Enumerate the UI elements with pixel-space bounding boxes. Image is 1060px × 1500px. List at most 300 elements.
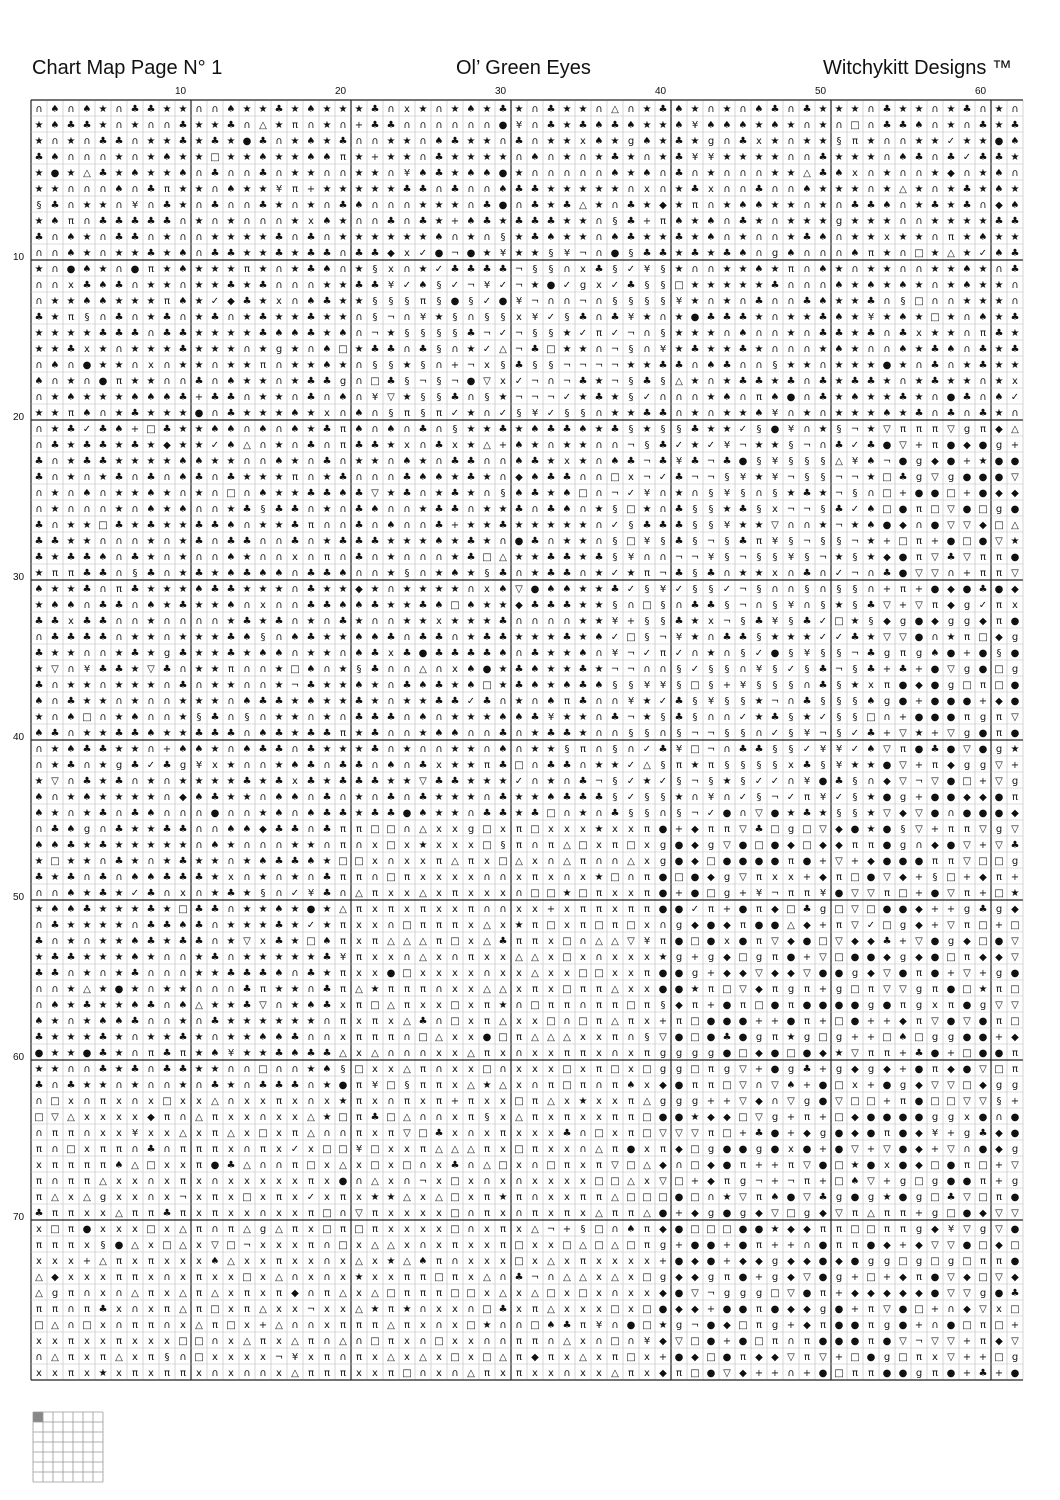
svg-text:◆: ◆ <box>723 920 731 931</box>
svg-text:★: ★ <box>867 392 876 403</box>
svg-text:x: x <box>324 1304 330 1315</box>
svg-text:¬: ¬ <box>691 776 699 787</box>
svg-text:♣: ♣ <box>803 232 812 243</box>
svg-text:★: ★ <box>915 184 924 195</box>
svg-text:♠: ♠ <box>643 136 652 147</box>
svg-text:▽: ▽ <box>963 840 971 851</box>
svg-text:♣: ♣ <box>675 232 684 243</box>
svg-text:★: ★ <box>467 568 476 579</box>
svg-text:△: △ <box>51 1192 59 1203</box>
svg-text:∩: ∩ <box>339 520 346 531</box>
svg-text:§: § <box>933 872 938 883</box>
svg-text:★: ★ <box>147 840 156 851</box>
svg-text:●: ● <box>1011 968 1020 979</box>
svg-text:♣: ♣ <box>947 152 956 163</box>
svg-text:□: □ <box>450 1016 459 1027</box>
svg-text:♣: ♣ <box>371 648 380 659</box>
svg-text:♣: ♣ <box>1011 312 1020 323</box>
svg-text:¬: ¬ <box>851 536 859 547</box>
svg-text:♣: ♣ <box>835 328 844 339</box>
svg-text:★: ★ <box>355 152 364 163</box>
svg-text:□: □ <box>690 1224 699 1235</box>
svg-text:★: ★ <box>611 184 620 195</box>
svg-text:∩: ∩ <box>83 136 90 147</box>
svg-text:π: π <box>452 1240 458 1251</box>
svg-text:π: π <box>52 1304 58 1315</box>
svg-text:∩: ∩ <box>867 344 874 355</box>
svg-text:♠: ♠ <box>339 600 348 611</box>
svg-text:g: g <box>836 1032 842 1043</box>
svg-text:★: ★ <box>147 584 156 595</box>
svg-text:★: ★ <box>51 392 60 403</box>
svg-text:△: △ <box>515 1112 523 1123</box>
svg-text:π: π <box>644 904 650 915</box>
svg-text:∩: ∩ <box>211 472 218 483</box>
svg-text:π: π <box>580 1320 586 1331</box>
svg-text:★: ★ <box>483 776 492 787</box>
svg-text:●: ● <box>83 1048 92 1059</box>
svg-text:¬: ¬ <box>419 1176 427 1187</box>
svg-text:★: ★ <box>131 792 140 803</box>
svg-text:∩: ∩ <box>115 264 122 275</box>
svg-text:+: + <box>899 600 907 611</box>
svg-text:∩: ∩ <box>595 696 602 707</box>
svg-text:★: ★ <box>115 504 124 515</box>
svg-text:♣: ♣ <box>355 760 364 771</box>
svg-text:∩: ∩ <box>339 120 346 131</box>
svg-text:§: § <box>645 280 650 291</box>
svg-text:x: x <box>132 1112 138 1123</box>
svg-text:♠: ♠ <box>835 168 844 179</box>
svg-text:x: x <box>580 1208 586 1219</box>
svg-text:x: x <box>580 1336 586 1347</box>
svg-text:◆: ◆ <box>931 840 939 851</box>
svg-text:◆: ◆ <box>659 1288 667 1299</box>
svg-text:★: ★ <box>51 744 60 755</box>
svg-text:§: § <box>501 232 506 243</box>
svg-text:★: ★ <box>419 840 428 851</box>
svg-text:♠: ♠ <box>131 952 140 963</box>
svg-text:★: ★ <box>755 120 764 131</box>
svg-text:★: ★ <box>163 136 172 147</box>
svg-text:¥: ¥ <box>356 1144 362 1155</box>
svg-text:♣: ♣ <box>83 616 92 627</box>
svg-text:♠: ♠ <box>51 120 60 131</box>
svg-text:π: π <box>340 728 346 739</box>
svg-text:♣: ♣ <box>1011 120 1020 131</box>
svg-text:x: x <box>436 1160 442 1171</box>
svg-text:∩: ∩ <box>275 600 282 611</box>
svg-text:◆: ◆ <box>819 872 827 883</box>
svg-text:x: x <box>484 856 490 867</box>
svg-text:□: □ <box>914 1304 923 1315</box>
svg-text:★: ★ <box>131 456 140 467</box>
svg-text:★: ★ <box>291 1000 300 1011</box>
svg-text:◆: ◆ <box>995 952 1003 963</box>
svg-text:✓: ✓ <box>675 648 683 659</box>
svg-text:□: □ <box>594 968 603 979</box>
svg-text:¥: ¥ <box>756 888 762 899</box>
svg-text:♠: ♠ <box>611 168 620 179</box>
svg-text:●: ● <box>67 264 76 275</box>
svg-text:●: ● <box>851 1192 860 1203</box>
svg-text:x: x <box>404 840 410 851</box>
svg-text:★: ★ <box>291 728 300 739</box>
svg-text:△: △ <box>531 968 539 979</box>
svg-text:π: π <box>532 936 538 947</box>
svg-text:x: x <box>324 1160 330 1171</box>
svg-text:★: ★ <box>707 280 716 291</box>
svg-text:x: x <box>260 1288 266 1299</box>
svg-text:§: § <box>661 264 666 275</box>
svg-text:★: ★ <box>67 472 76 483</box>
svg-text:★: ★ <box>403 744 412 755</box>
svg-text:□: □ <box>354 1224 363 1235</box>
svg-text:★: ★ <box>515 792 524 803</box>
svg-text:x: x <box>356 968 362 979</box>
svg-text:♣: ♣ <box>275 504 284 515</box>
svg-text:∩: ∩ <box>275 536 282 547</box>
svg-text:∩: ∩ <box>579 152 586 163</box>
svg-text:△: △ <box>387 1320 395 1331</box>
svg-text:∩: ∩ <box>211 1368 218 1379</box>
svg-text:π: π <box>356 1320 362 1331</box>
svg-text:∩: ∩ <box>643 664 650 675</box>
svg-text:★: ★ <box>963 296 972 307</box>
svg-text:∩: ∩ <box>339 264 346 275</box>
svg-text:♣: ♣ <box>739 504 748 515</box>
svg-text:π: π <box>820 1288 826 1299</box>
svg-text:+: + <box>995 1368 1003 1379</box>
svg-text:∩: ∩ <box>371 616 378 627</box>
svg-text:π: π <box>852 1240 858 1251</box>
svg-text:π: π <box>196 1160 202 1171</box>
svg-text:∩: ∩ <box>435 1320 442 1331</box>
svg-text:x: x <box>356 1288 362 1299</box>
svg-text:∩: ∩ <box>867 584 874 595</box>
svg-text:✓: ✓ <box>691 904 699 915</box>
svg-text:x: x <box>532 1368 538 1379</box>
svg-text:□: □ <box>690 1032 699 1043</box>
svg-text:∩: ∩ <box>403 728 410 739</box>
svg-text:◆: ◆ <box>947 760 955 771</box>
svg-text:g: g <box>676 1064 682 1075</box>
svg-text:π: π <box>564 696 570 707</box>
svg-text:x: x <box>340 1032 346 1043</box>
svg-text:x: x <box>484 1224 490 1235</box>
svg-text:∩: ∩ <box>195 168 202 179</box>
svg-text:♠: ♠ <box>803 184 812 195</box>
svg-text:♣: ♣ <box>531 344 540 355</box>
svg-text:△: △ <box>211 1096 219 1107</box>
svg-text:π: π <box>916 424 922 435</box>
svg-text:★: ★ <box>243 184 252 195</box>
svg-text:π: π <box>756 872 762 883</box>
svg-text:♠: ♠ <box>275 904 284 915</box>
svg-text:▽: ▽ <box>963 552 971 563</box>
svg-text:♣: ♣ <box>419 184 428 195</box>
svg-text:x: x <box>36 1224 42 1235</box>
svg-text:x: x <box>548 968 554 979</box>
svg-text:□: □ <box>1010 984 1019 995</box>
svg-text:§: § <box>853 776 858 787</box>
svg-text:+: + <box>739 1128 747 1139</box>
svg-text:∩: ∩ <box>451 1368 458 1379</box>
svg-text:π: π <box>644 872 650 883</box>
svg-text:▽: ▽ <box>995 840 1003 851</box>
svg-text:★: ★ <box>947 328 956 339</box>
svg-text:□: □ <box>482 1304 491 1315</box>
svg-text:★: ★ <box>723 504 732 515</box>
svg-text:★: ★ <box>611 136 620 147</box>
svg-text:g: g <box>964 904 970 915</box>
svg-text:x: x <box>388 1224 394 1235</box>
svg-text:★: ★ <box>723 264 732 275</box>
svg-text:□: □ <box>578 840 587 851</box>
svg-text:π: π <box>484 1208 490 1219</box>
svg-text:✓: ✓ <box>755 648 763 659</box>
svg-text:▽: ▽ <box>755 968 763 979</box>
svg-text:★: ★ <box>851 328 860 339</box>
svg-text:π: π <box>340 424 346 435</box>
svg-text:♣: ♣ <box>435 632 444 643</box>
svg-text:x: x <box>500 1096 506 1107</box>
svg-text:★: ★ <box>355 744 364 755</box>
svg-text:♣: ♣ <box>371 344 380 355</box>
svg-text:x: x <box>596 1352 602 1363</box>
svg-text:§: § <box>757 760 762 771</box>
svg-text:★: ★ <box>147 456 156 467</box>
svg-text:¬: ¬ <box>483 328 491 339</box>
svg-text:π: π <box>996 552 1002 563</box>
svg-text:♠: ♠ <box>595 680 604 691</box>
svg-text:★: ★ <box>435 488 444 499</box>
svg-text:◆: ◆ <box>259 824 267 835</box>
svg-text:♣: ♣ <box>147 888 156 899</box>
svg-text:♠: ♠ <box>739 200 748 211</box>
svg-text:△: △ <box>35 1288 43 1299</box>
svg-text:★: ★ <box>851 616 860 627</box>
svg-text:x: x <box>228 1144 234 1155</box>
svg-text:★: ★ <box>227 936 236 947</box>
svg-text:♠: ♠ <box>227 184 236 195</box>
svg-text:π: π <box>772 1032 778 1043</box>
svg-text:∩: ∩ <box>531 840 538 851</box>
svg-text:♣: ♣ <box>739 536 748 547</box>
svg-text:g: g <box>788 1064 794 1075</box>
svg-text:★: ★ <box>515 424 524 435</box>
svg-text:∩: ∩ <box>403 664 410 675</box>
svg-text:●: ● <box>35 1048 44 1059</box>
svg-text:π: π <box>116 376 122 387</box>
svg-text:∩: ∩ <box>275 136 282 147</box>
svg-text:♠: ♠ <box>755 200 764 211</box>
svg-text:♣: ♣ <box>243 616 252 627</box>
svg-text:✓: ✓ <box>819 712 827 723</box>
svg-text:◆: ◆ <box>1011 584 1019 595</box>
svg-text:¬: ¬ <box>803 536 811 547</box>
svg-text:¬: ¬ <box>643 456 651 467</box>
svg-text:♠: ♠ <box>387 760 396 771</box>
svg-text:♠: ♠ <box>115 1160 124 1171</box>
svg-text:+: + <box>1011 760 1019 771</box>
svg-text:♣: ♣ <box>355 280 364 291</box>
svg-text:∩: ∩ <box>387 728 394 739</box>
svg-text:♠: ♠ <box>275 968 284 979</box>
svg-text:π: π <box>196 1288 202 1299</box>
svg-text:π: π <box>436 1256 442 1267</box>
svg-text:□: □ <box>226 488 235 499</box>
svg-text:□: □ <box>546 1016 555 1027</box>
svg-text:★: ★ <box>387 440 396 451</box>
svg-text:∩: ∩ <box>195 248 202 259</box>
svg-text:π: π <box>116 1272 122 1283</box>
svg-text:∩: ∩ <box>739 184 746 195</box>
svg-text:§: § <box>677 808 682 819</box>
svg-text:●: ● <box>899 696 908 707</box>
svg-text:g: g <box>660 1048 666 1059</box>
svg-text:★: ★ <box>323 648 332 659</box>
svg-text:∩: ∩ <box>915 264 922 275</box>
svg-text:∩: ∩ <box>595 312 602 323</box>
svg-text:●: ● <box>867 952 876 963</box>
svg-text:♣: ♣ <box>259 168 268 179</box>
svg-text:♣: ♣ <box>307 776 316 787</box>
svg-text:x: x <box>644 1016 650 1027</box>
svg-text:g: g <box>996 440 1002 451</box>
svg-text:x: x <box>356 1240 362 1251</box>
svg-text:¥: ¥ <box>84 664 90 675</box>
svg-text:∩: ∩ <box>787 696 794 707</box>
svg-text:●: ● <box>707 936 716 947</box>
svg-text:★: ★ <box>323 584 332 595</box>
svg-text:●: ● <box>739 1272 748 1283</box>
svg-text:x: x <box>164 1176 170 1187</box>
svg-text:★: ★ <box>451 616 460 627</box>
svg-text:♣: ♣ <box>739 312 748 323</box>
svg-text:π: π <box>964 1160 970 1171</box>
svg-text:★: ★ <box>355 184 364 195</box>
svg-text:♣: ♣ <box>1011 344 1020 355</box>
svg-text:△: △ <box>499 1352 507 1363</box>
svg-text:□: □ <box>642 1304 651 1315</box>
svg-text:★: ★ <box>947 120 956 131</box>
svg-text:★: ★ <box>35 1064 44 1075</box>
svg-text:∩: ∩ <box>259 440 266 451</box>
svg-text:▽: ▽ <box>787 1288 795 1299</box>
svg-text:●: ● <box>803 1000 812 1011</box>
svg-text:¬: ¬ <box>835 520 843 531</box>
svg-text:♣: ♣ <box>963 184 972 195</box>
svg-text:♠: ♠ <box>675 120 684 131</box>
svg-text:∩: ∩ <box>67 808 74 819</box>
svg-text:♣: ♣ <box>131 1064 140 1075</box>
svg-text:§: § <box>613 680 618 691</box>
svg-text:♣: ♣ <box>867 664 876 675</box>
svg-text:π: π <box>340 1192 346 1203</box>
svg-text:◆: ◆ <box>387 248 395 259</box>
svg-text:∩: ∩ <box>499 472 506 483</box>
svg-text:π: π <box>836 872 842 883</box>
svg-text:∩: ∩ <box>323 1336 330 1347</box>
svg-text:★: ★ <box>547 648 556 659</box>
svg-text:♣: ♣ <box>563 1320 572 1331</box>
svg-text:∩: ∩ <box>307 712 314 723</box>
svg-text:♠: ♠ <box>275 328 284 339</box>
svg-text:★: ★ <box>51 760 60 771</box>
svg-text:x: x <box>372 840 378 851</box>
svg-text:∩: ∩ <box>435 984 442 995</box>
svg-text:♠: ♠ <box>419 712 428 723</box>
svg-text:●: ● <box>883 440 892 451</box>
svg-text:♠: ♠ <box>35 376 44 387</box>
svg-text:✓: ✓ <box>627 488 635 499</box>
svg-text:♣: ♣ <box>179 872 188 883</box>
svg-text:∩: ∩ <box>531 1160 538 1171</box>
svg-text:★: ★ <box>691 408 700 419</box>
svg-text:π: π <box>292 1160 298 1171</box>
svg-text:♠: ♠ <box>579 424 588 435</box>
svg-text:●: ● <box>739 856 748 867</box>
svg-text:□: □ <box>626 840 635 851</box>
svg-text:§: § <box>853 712 858 723</box>
svg-text:∩: ∩ <box>51 888 58 899</box>
svg-text:▽: ▽ <box>1011 1208 1019 1219</box>
svg-text:★: ★ <box>291 104 300 115</box>
svg-text:△: △ <box>307 1128 315 1139</box>
svg-text:□: □ <box>722 1080 731 1091</box>
svg-text:∩: ∩ <box>579 472 586 483</box>
svg-text:x: x <box>372 1272 378 1283</box>
svg-text:★: ★ <box>243 888 252 899</box>
svg-text:★: ★ <box>787 328 796 339</box>
svg-text:g: g <box>708 1144 714 1155</box>
svg-text:π: π <box>516 824 522 835</box>
svg-text:x: x <box>436 1240 442 1251</box>
svg-text:π: π <box>580 904 586 915</box>
svg-text:♣: ♣ <box>67 344 76 355</box>
svg-text:π: π <box>340 1016 346 1027</box>
svg-text:◆: ◆ <box>707 1176 715 1187</box>
svg-text:♣: ♣ <box>275 776 284 787</box>
svg-text:★: ★ <box>867 824 876 835</box>
svg-text:●: ● <box>931 888 940 899</box>
svg-text:★: ★ <box>99 200 108 211</box>
svg-text:★: ★ <box>515 520 524 531</box>
svg-text:x: x <box>36 1336 42 1347</box>
svg-text:x: x <box>964 1112 970 1123</box>
svg-text:∩: ∩ <box>547 376 554 387</box>
svg-text:x: x <box>564 456 570 467</box>
svg-text:§: § <box>661 328 666 339</box>
svg-text:△: △ <box>371 1176 379 1187</box>
svg-text:♣: ♣ <box>451 264 460 275</box>
svg-text:●: ● <box>83 360 92 371</box>
svg-text:▽: ▽ <box>995 1208 1003 1219</box>
svg-text:∩: ∩ <box>819 440 826 451</box>
svg-text:♠: ♠ <box>83 296 92 307</box>
svg-text:∩: ∩ <box>195 808 202 819</box>
svg-text:♠: ♠ <box>291 792 300 803</box>
svg-text:★: ★ <box>483 152 492 163</box>
svg-text:♣: ♣ <box>323 872 332 883</box>
svg-text:x: x <box>564 824 570 835</box>
svg-text:★: ★ <box>691 296 700 307</box>
svg-text:x: x <box>164 1224 170 1235</box>
svg-text:§: § <box>645 632 650 643</box>
svg-text:□: □ <box>674 280 683 291</box>
svg-text:★: ★ <box>195 424 204 435</box>
